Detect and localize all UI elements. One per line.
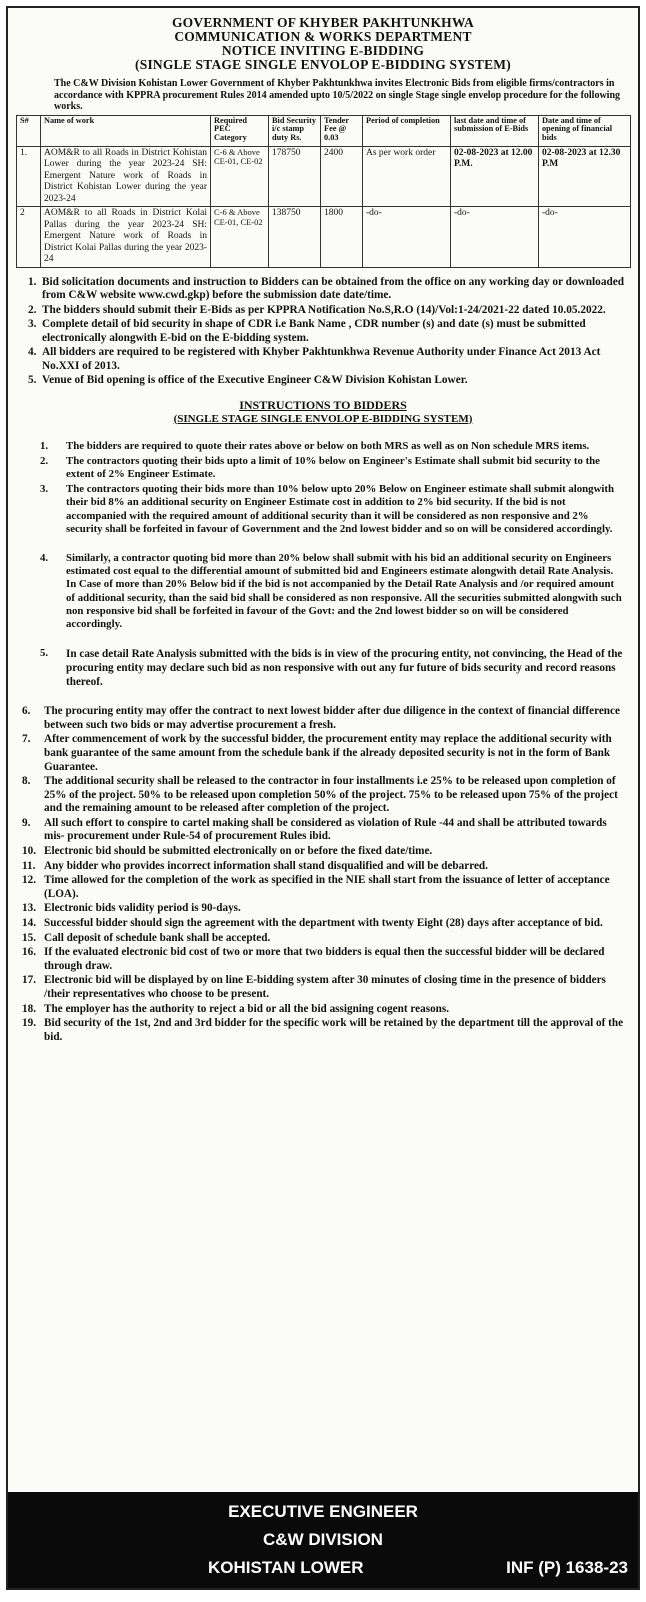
instruction-text: The contractors quoting their bids upto a limit of 10% below on Engineer's Estimate shall submit bid security to the extent of 2% Engineer Estimate. — [66, 454, 600, 480]
govt-title: GOVERNMENT OF KHYBER PAKHTUNKHWA — [171, 15, 475, 30]
instructions-title: INSTRUCTIONS TO BIDDERS — [239, 397, 407, 412]
note-text: Complete detail of bid security in shape of CDR i.e Bank Name , CDR number (s) and date (s) must be submitted electronically alongwith E-bid on the E-bidding system. — [42, 318, 586, 344]
department-title: COMMUNICATION & WORKS DEPARTMENT — [174, 29, 472, 44]
instruction-text: Electronic bids validity period is 90-days. — [44, 902, 241, 915]
list-item: 19. Bid security of the 1st, 2nd and 3rd bidder for the specific work will be retained by the department till the approval of the bid. — [22, 1017, 624, 1043]
cell-pec: C-6 & Above CE-01, CE-02 — [211, 146, 269, 207]
list-item: 5. In case detail Rate Analysis submitted with the bids is in view of the procuring entity, not convincing, the Head of the procuring entity may declare such bid as non responsive with out any fur future of bids security and record reasons thereof. — [40, 647, 623, 689]
list-item: 15. Call deposit of schedule bank shall be accepted. — [22, 931, 271, 944]
instruction-text: Time allowed for the completion of the work as specified in the NIE shall start from the issuance of letter of acceptance (LOA). — [44, 874, 610, 900]
notice-header — [8, 8, 638, 72]
list-item: 3. The contractors quoting their bids more than 10% below upto 20% Below on Engineer estimate shall submit alongwith their bid 8% an additional security on Engineer Estimate cost in addition to 2% bid security. If the bid is not accompanied with the required amount of additional security than it will be considered as non responsive and 2% security shall be forfeited in favour of Government and the 2nd lowest bidder and so on will be considered accordingly. — [40, 483, 624, 536]
list-item: 10. Electronic bid should be submitted electronically on or before the fixed date/time. — [22, 845, 433, 858]
intro-paragraph: The C&W Division Kohistan Lower Government of Khyber Pakhtunkhwa invites Electronic Bids from eligible firms/contractors in accordance with KPPRA procurement Rules 2014 amended upto 10/5/2022 on single Stage single envelop procedure for the following works. — [54, 78, 621, 112]
instruction-text: Bid security of the 1st, 2nd and 3rd bidder for the specific work will be retained by the department till the approval of the bid. — [44, 1017, 624, 1043]
cell-submission: -do- — [451, 207, 539, 268]
list-item: 2. The contractors quoting their bids upto a limit of 10% below on Engineer's Estimate shall submit bid security to the extent of 2% Engineer Estimate. — [40, 455, 624, 481]
cell-work: AOM&R to all Roads in District Kolai Pallas during the year 2023-24 SH: Emergent Nature work of Roads in District Kolai Pallas during the year 2023-24 — [41, 207, 211, 268]
inf-reference: INF (P) 1638-23 — [506, 1558, 628, 1577]
cell-security: 178750 — [269, 146, 321, 207]
table-row — [17, 146, 631, 207]
note-text: Bid solicitation documents and instruction to Bidders can be obtained from the office on any working day or downloaded from C&W website www.cwd.gkp) before the submission date date/time. — [42, 275, 625, 301]
instruction-text: After commencement of work by the successful bidder, the procurement entity may replace the additional security with bank guarantee of the same amount from the schedule bank if the already deposited security is not in the form of Bank Guarantee. — [44, 733, 612, 773]
col-header-period: Period of completion — [363, 115, 451, 146]
instruction-text: If the evaluated electronic bid cost of two or more that two bidders is equal then the successful bidder will be declared through draw. — [44, 946, 605, 972]
cell-opening: -do- — [539, 207, 631, 268]
instruction-text: The employer has the authority to reject a bid or all the bid assigning cogent reasons. — [44, 1002, 450, 1015]
list-item: 2. The bidders should submit their E-Bids as per KPPRA Notification No.S,R.O (14)/Vol:1-24/2021-22 dated 10.05.2022. — [28, 303, 606, 316]
instruction-text: Electronic bid will be displayed by on line E-bidding system after 30 minutes of closing time in the presence of bidders /their representatives who choose to be present. — [44, 974, 606, 1001]
col-header-sno: S# — [17, 115, 41, 146]
list-item: 8. The additional security shall be released to the contractor in four installments i.e 25% to be released upon completion of 25% of the project. 50% to be released upon completion 50% of the project. 75% to be released upon 75% of the project and the remaining amount to be released after completion of the project. — [22, 775, 624, 816]
list-item: 5. Venue of Bid opening is office of the Executive Engineer C&W Division Kohistan Lower. — [28, 374, 468, 386]
instruction-text: All such effort to conspire to cartel making shall be considered as violation of Rule -44 and shall be attributed towards mis- procurement under Rule-54 of procurement Rules ibid. — [44, 816, 607, 843]
list-item: 16. If the evaluated electronic bid cost of two or more that two bidders is equal then the successful bidder will be declared through draw. — [22, 946, 624, 973]
instruction-text: The contractors quoting their bids more than 10% below upto 20% Below on Engineer estimate shall submit alongwith their bid 8% an additional security on Engineer Estimate cost in addition to 2% bid security. If the bid is not accompanied with the required amount of additional security than it will be considered as non responsive and 2% security shall be forfeited in favour of Government and the 2nd lowest bidder and so on will be considered accordingly. — [66, 483, 614, 535]
cell-fee: 2400 — [321, 146, 363, 207]
cell-sno: 2 — [17, 207, 41, 268]
note-text: The bidders should submit their E-Bids as per KPPRA Notification No.S,R.O (14)/Vol:1-24/2021-22 dated 10.05.2022. — [42, 303, 606, 316]
instructions-list — [40, 440, 624, 690]
instruction-text: Any bidder who provides incorrect information shall stand disqualified and will be debarred. — [44, 859, 488, 872]
col-header-submission: last date and time of submission of E-Bids — [451, 115, 539, 146]
list-item: 17. Electronic bid will be displayed by on line E-bidding system after 30 minutes of closing time in the presence of bidders /their representatives who choose to be present. — [22, 974, 624, 1001]
list-item: 4. All bidders are required to be registered with Khyber Pakhtunkhwa Revenue Authority under Finance Act 2013 Act No.XXI of 2013. — [28, 346, 628, 373]
list-item: 1. Bid solicitation documents and instruction to Bidders can be obtained from the office on any working day or downloaded from C&W website www.cwd.gkp) before the submission date date/time. — [28, 276, 628, 303]
cell-fee: 1800 — [321, 207, 363, 268]
note-text: All bidders are required to be registered with Khyber Pakhtunkhwa Revenue Authority under Finance Act 2013 Act No.XXI of 2013. — [42, 346, 601, 372]
instruction-text: In case detail Rate Analysis submitted with the bids is in view of the procuring entity, not convincing, the Head of the procuring entity may declare such bid as non responsive with out any fur future of bids security and record reasons thereof. — [66, 648, 623, 689]
instruction-text: Call deposit of schedule bank shall be accepted. — [44, 931, 271, 944]
list-item: 9. All such effort to conspire to cartel making shall be considered as violation of Rule -44 and shall be attributed towards mis- procurement under Rule-54 of procurement Rules ibid. — [22, 817, 624, 844]
notice-title: NOTICE INVITING E-BIDDING — [221, 43, 425, 58]
table-header-row — [17, 115, 631, 146]
instructions-subtitle: (SINGLE STAGE SINGLE ENVOLOP E-BIDDING SYSTEM) — [173, 412, 473, 425]
col-header-fee: Tender Fee @ 0.03 — [321, 115, 363, 146]
instructions-list-continued — [22, 705, 624, 1044]
col-header-pec: Required PEC Category — [211, 115, 269, 146]
instruction-text: The bidders are required to quote their rates above or below on both MRS as well as on Non schedule MRS items. — [66, 439, 590, 452]
list-item: 18. The employer has the authority to reject a bid or all the bid assigning cogent reasons. — [22, 1002, 450, 1015]
col-header-security: Bid Security i/c stamp duty Rs. — [269, 115, 321, 146]
instruction-text: Successful bidder should sign the agreement with the department with twenty Eight (28) days after acceptance of bid. — [44, 917, 603, 930]
col-header-opening: Date and time of opening of financial bids — [539, 115, 631, 146]
list-item: 6. The procuring entity may offer the contract to next lowest bidder after due diligence in the context of financial difference between such two bids or may advertise procurement a fresh. — [22, 705, 624, 732]
cell-pec: C-6 & Above CE-01, CE-02 — [211, 207, 269, 268]
table-row — [17, 207, 631, 268]
instruction-text: Similarly, a contractor quoting bid more than 20% below shall submit with his bid an additional security on Engineers estimated cost equal to the differential amount of submitted bid and Engineers estimate alongwith detail Rate Analysis. In Case of more than 20% Below bid if the bid is not accompanied by the Detail Rate Analysis and /or required amount of additional security, than the said bid shall be considered as non responsive. All the securities submitted alongwith such non responsive bid shall be forfeited in favour of the Govt: and the 2nd lowest bidder so on will be considered accordingly. — [66, 551, 622, 630]
instruction-text: The additional security shall be released to the contractor in four installments i.e 25% to be released upon completion of 25% of the project. 50% to be released upon completion 50% of the project. 75% to be released upon 75% of the project and the remaining amount to be released after completion of the project. — [44, 775, 618, 815]
instruction-text: The procuring entity may offer the contract to next lowest bidder after due diligence in the context of financial difference between such two bids or may advertise procurement a fresh. — [44, 705, 620, 731]
cell-period: As per work order — [363, 146, 451, 207]
signatory-title: EXECUTIVE ENGINEER — [228, 1502, 418, 1521]
list-item: 3. Complete detail of bid security in shape of CDR i.e Bank Name , CDR number (s) and date (s) must be submitted electronically alongwith E-bid on the E-bidding system. — [28, 318, 628, 345]
cell-security: 138750 — [269, 207, 321, 268]
instructions-heading — [8, 398, 638, 426]
list-item: 12. Time allowed for the completion of the work as specified in the NIE shall start from the issuance of letter of acceptance (LOA). — [22, 874, 624, 901]
cell-opening: 02-08-2023 at 12.30 P.M — [539, 146, 631, 207]
note-text: Venue of Bid opening is office of the Executive Engineer C&W Division Kohistan Lower. — [42, 374, 468, 386]
notes-list — [28, 276, 628, 388]
cell-period: -do- — [363, 207, 451, 268]
list-item: 13. Electronic bids validity period is 90-days. — [22, 902, 241, 915]
list-item: 7. After commencement of work by the successful bidder, the procurement entity may replace the additional security with bank guarantee of the same amount from the schedule bank if the already deposited security is not in the form of Bank Guarantee. — [22, 733, 624, 774]
cell-submission: 02-08-2023 at 12.00 P.M. — [451, 146, 539, 207]
list-item: 1. The bidders are required to quote their rates above or below on both MRS as well as on Non schedule MRS items. — [40, 439, 590, 452]
cell-work: AOM&R to all Roads in District Kohistan Lower during the year 2023-24 SH: Emergent Nature work of Roads in District Kohistan Lower during the year 2023-24 — [41, 146, 211, 207]
list-item: 14. Successful bidder should sign the agreement with the department with twenty Eight (28) days after acceptance of bid. — [22, 917, 603, 930]
works-table — [16, 115, 631, 268]
system-title: (SINGLE STAGE SINGLE ENVOLOP E-BIDDING SYSTEM) — [135, 57, 511, 72]
signatory-location: KOHISTAN LOWER — [208, 1558, 364, 1577]
cell-sno: 1. — [17, 146, 41, 207]
col-header-work: Name of work — [41, 115, 211, 146]
footer-signature-block — [8, 1492, 638, 1588]
list-item: 4. Similarly, a contractor quoting bid more than 20% below shall submit with his bid an additional security on Engineers estimated cost equal to the differential amount of submitted bid and Engineers estimate alongwith detail Rate Analysis. In Case of more than 20% Below bid if the bid is not accompanied by the Detail Rate Analysis and /or required amount of additional security, than the said bid shall be considered as non responsive. All the securities submitted alongwith such non responsive bid shall be forfeited in favour of the Govt: and the 2nd lowest bidder so on will be considered accordingly. — [40, 552, 624, 631]
list-item: 11. Any bidder who provides incorrect information shall stand disqualified and will be debarred. — [22, 859, 488, 872]
notice-page — [6, 6, 640, 1590]
signatory-division: C&W DIVISION — [263, 1530, 383, 1549]
instruction-text: Electronic bid should be submitted electronically on or before the fixed date/time. — [44, 845, 433, 858]
